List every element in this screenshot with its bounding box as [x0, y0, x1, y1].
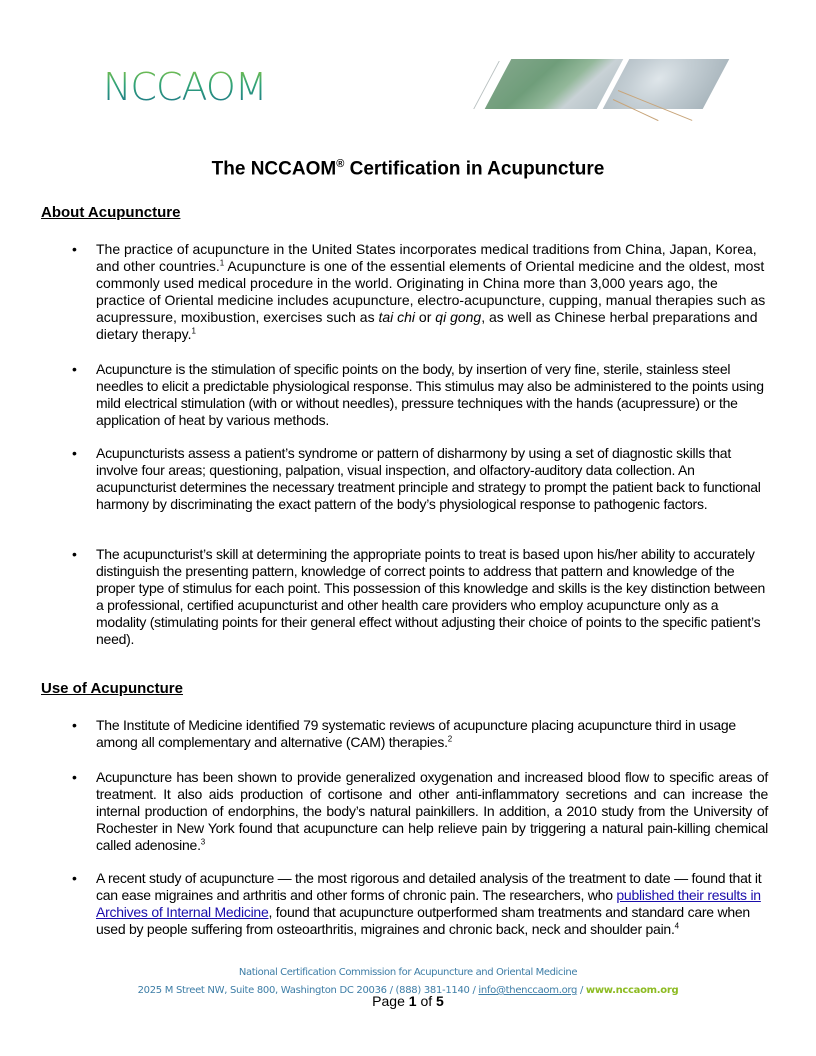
bullet-icon: • [72, 717, 77, 733]
ginkgo-leaf-image [485, 59, 624, 109]
bullet-text: A recent study of acupuncture — the most rigorous and detailed analysis of the treatment to date — found that it can ease migraines and arthritis and other forms of chronic pain. The researchers, who published their results in Archives of Internal Medicine, found that acupuncture outperformed sham treatments and standard care when used by people suffering from osteoarthritis, migraines and chronic back, neck and shoulder pain.$^4$ [96, 870, 762, 937]
footer-email-link[interactable]: info@thenccaom.org [478, 985, 578, 996]
document-title [0, 158, 816, 180]
bullet-icon: • [72, 241, 77, 257]
footnote-ref: 4 [674, 921, 679, 931]
bullet-icon: • [72, 361, 77, 377]
bullet-text: The practice of acupuncture in the United States incorporates medical traditions from China, Japan, Korea, and other countries.$^1$ Acupuncture is one of the essential elements of Oriental medicine and the oldest, most commonly used medical procedure in the world. Originating in China more than 3,000 years ago, the practice of Oriental medicine includes acupuncture, electro-acupuncture, cupping, manual therapies such as acupressure, moxibustion, exercises such as tai chi or qi gong, as well as Chinese herbal preparations and dietary therapy.$^1$ [96, 241, 766, 342]
title-text: The NCCAOM [211, 158, 337, 180]
footer-address: 2025 M Street NW, Suite 800, Washington DC 20036 / (888) 381-1140 / [137, 985, 479, 996]
bullet-text: The acupuncturist’s skill at determining the appropriate points to treat is based upon his/her ability to accurately distinguish the presenting pattern, knowledge of correct points to address that pattern and knowledge of the proper type of stimulus for each point. This possession of this knowledge and skills is the key distinction between a professional, certified acupuncturist and other health care providers who employ acupuncture only as a modality (stimulating points for their general effect without adjusting their choice of points to the specific patient’s need). [96, 546, 766, 647]
page-indicator: Page 1 of 5 [372, 993, 444, 1009]
section-heading-about: About Acupuncture [41, 204, 181, 221]
total-pages: 5 [436, 993, 444, 1009]
title-text-rest: Certification in Acupuncture [344, 158, 605, 180]
bullet-icon: • [72, 546, 77, 562]
needles-stone-image [603, 59, 730, 109]
logo-text: NCCAOM [103, 65, 267, 109]
archives-internal-medicine-link[interactable]: published their results in Archives of Internal Medicine [96, 887, 761, 920]
footnote-ref: 3 [200, 837, 205, 847]
footnote-ref: 1 [191, 326, 196, 336]
footnote-ref: 2 [447, 734, 452, 744]
bullet-text: Acupuncture is the stimulation of specific points on the body, by insertion of very fine, sterile, stainless steel needles to elicit a predictable physiological response. This stimulus may also be administered to the points using mild electrical stimulation (with or without needles), pressure techniques with the hands (acupressure) or the application of heat by various methods. [96, 361, 764, 428]
nccaom-logo [103, 62, 267, 112]
registered-mark: ® [336, 158, 345, 170]
footer-website-link[interactable]: www.nccaom.org [585, 985, 679, 996]
section-heading-use: Use of Acupuncture [41, 680, 183, 697]
footer-separator: / [577, 985, 586, 996]
bullet-text: The Institute of Medicine identified 79 systematic reviews of acupuncture placing acupuncture third in usage among all complementary and alternative (CAM) therapies.$^2$ [96, 717, 736, 750]
footer-organization: National Certification Commission for Acupuncture and Oriental Medicine [238, 967, 578, 978]
current-page: 1 [408, 993, 417, 1009]
bullet-icon: • [72, 445, 77, 461]
bullet-text: Acupuncturists assess a patient’s syndrome or pattern of disharmony by using a set of diagnostic skills that involve four areas; questioning, palpation, visual inspection, and olfactory-auditory data collection. An acupuncturist determines the necessary treatment principle and strategy to prompt the patient back to functional harmony by discriminating the exact pattern of the body’s physiological response to pathogenic factors. [96, 445, 761, 512]
bullet-text: Acupuncture has been shown to provide generalized oxygenation and increased blood flow to specific areas of treatment. It also aids production of cortisone and other anti-inflammatory secretions and can increase the internal production of endorphins, the body’s natural painkillers. In addition, a 2010 study from the University of Rochester in New York found that acupuncture can help relieve pain by triggering a natural pain-killing chemical called adenosine.$^3$ [96, 769, 768, 853]
bullet-icon: • [72, 870, 77, 886]
footnote-ref: 1 [219, 258, 225, 268]
bullet-icon: • [72, 769, 77, 785]
header-decorative-image [478, 57, 713, 109]
